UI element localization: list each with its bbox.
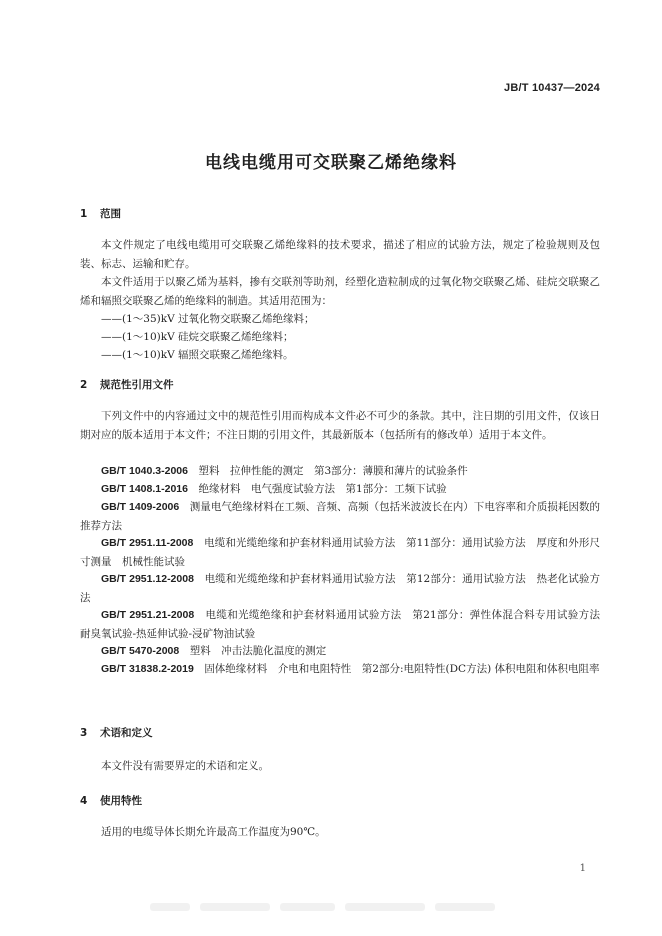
section-title: 范围 (100, 208, 121, 220)
scope-list-item: ——(1～35)kV 过氧化物交联聚乙烯绝缘料； (101, 313, 315, 325)
section-number: 2 (80, 379, 88, 391)
section-title: 规范性引用文件 (100, 379, 174, 391)
section-title: 使用特性 (100, 795, 142, 807)
scope-paragraph-1: 本文件规定了电线电缆用可交联聚乙烯绝缘料的技术要求，描述了相应的试验方法，规定了检验规则及包装、标志、运输和贮存。 (80, 239, 600, 270)
reference-title: 固体绝缘材料 介电和电阻特性 第2部分:电阻特性(DC方法) 体积电阻和体积电阻率 (204, 663, 600, 675)
reference-item (80, 642, 600, 661)
reference-title: 测量电气绝缘材料在工频、音频、高频（包括米波波长在内）下电容率和介质损耗因数的推荐方法 (80, 501, 601, 532)
page-number: 1 (579, 863, 586, 874)
reference-code: GB/T 1040.3-2006 (101, 465, 188, 477)
section-3-heading (80, 725, 153, 740)
reference-item (80, 606, 611, 643)
reference-code: GB/T 2951.11-2008 (101, 537, 194, 549)
reference-title: 电缆和光缆绝缘和护套材料通用试验方法 第11部分：通用试验方法 厚度和外形尺寸测量 机械性能试验 (80, 537, 601, 568)
reference-item (80, 660, 600, 679)
faint-watermark (150, 903, 510, 917)
section-2-heading (80, 377, 174, 392)
reference-code: GB/T 2951.21-2008 (101, 609, 195, 621)
reference-item (80, 480, 600, 499)
reference-item (80, 462, 600, 481)
reference-title: 塑料 拉伸性能的测定 第3部分：薄膜和薄片的试验条件 (198, 465, 468, 477)
document-code: JB/T 10437—2024 (504, 82, 600, 94)
terms-text: 本文件没有需要界定的术语和定义。 (101, 760, 269, 772)
reference-item (80, 534, 600, 571)
section-4-heading (80, 793, 142, 808)
section-number: 4 (80, 795, 88, 807)
reference-title: 绝缘材料 电气强度试验方法 第1部分：工频下试验 (198, 483, 447, 495)
section-1-heading (80, 206, 121, 221)
usage-text: 适用的电缆导体长期允许最高工作温度为90℃。 (101, 826, 326, 838)
reference-code: GB/T 1408.1-2016 (101, 483, 188, 495)
scope-paragraph-2: 本文件适用于以聚乙烯为基料，掺有交联剂等助剂，经塑化造粒制成的过氧化物交联聚乙烯、硅烷交联聚乙烯和辐照交联聚乙烯的绝缘料的制造。其适用范围为： (80, 276, 600, 307)
reference-code: GB/T 1409-2006 (101, 501, 180, 513)
reference-code: GB/T 5470-2008 (101, 645, 180, 657)
reference-code: GB/T 31838.2-2019 (101, 663, 194, 675)
normative-intro: 下列文件中的内容通过文中的规范性引用而构成本文件必不可少的条款。其中，注日期的引用文件，仅该日期对应的版本适用于本文件；不注日期的引用文件，其最新版本（包括所有的修改单）适用于本文件。 (80, 410, 600, 441)
section-number: 3 (80, 727, 88, 739)
reference-item (80, 498, 600, 535)
scope-list-item: ——(1～10)kV 辐照交联聚乙烯绝缘料。 (101, 349, 294, 361)
reference-item (80, 570, 600, 607)
reference-title: 塑料 冲击法脆化温度的测定 (189, 645, 327, 657)
document-title: 电线电缆用可交联聚乙烯绝缘料 (205, 153, 457, 173)
reference-code: GB/T 2951.12-2008 (101, 573, 194, 585)
section-title: 术语和定义 (100, 727, 153, 739)
section-number: 1 (80, 208, 88, 220)
reference-title: 电缆和光缆绝缘和护套材料通用试验方法 第12部分：通用试验方法 热老化试验方法 (80, 573, 601, 604)
scope-list-item: ——(1～10)kV 硅烷交联聚乙烯绝缘料； (101, 331, 294, 343)
reference-title: 电缆和光缆绝缘和护套材料通用试验方法 第21部分：弹性体混合料专用试验方法 耐臭氧试验-热延伸试验-浸矿物油试验 (80, 609, 611, 640)
